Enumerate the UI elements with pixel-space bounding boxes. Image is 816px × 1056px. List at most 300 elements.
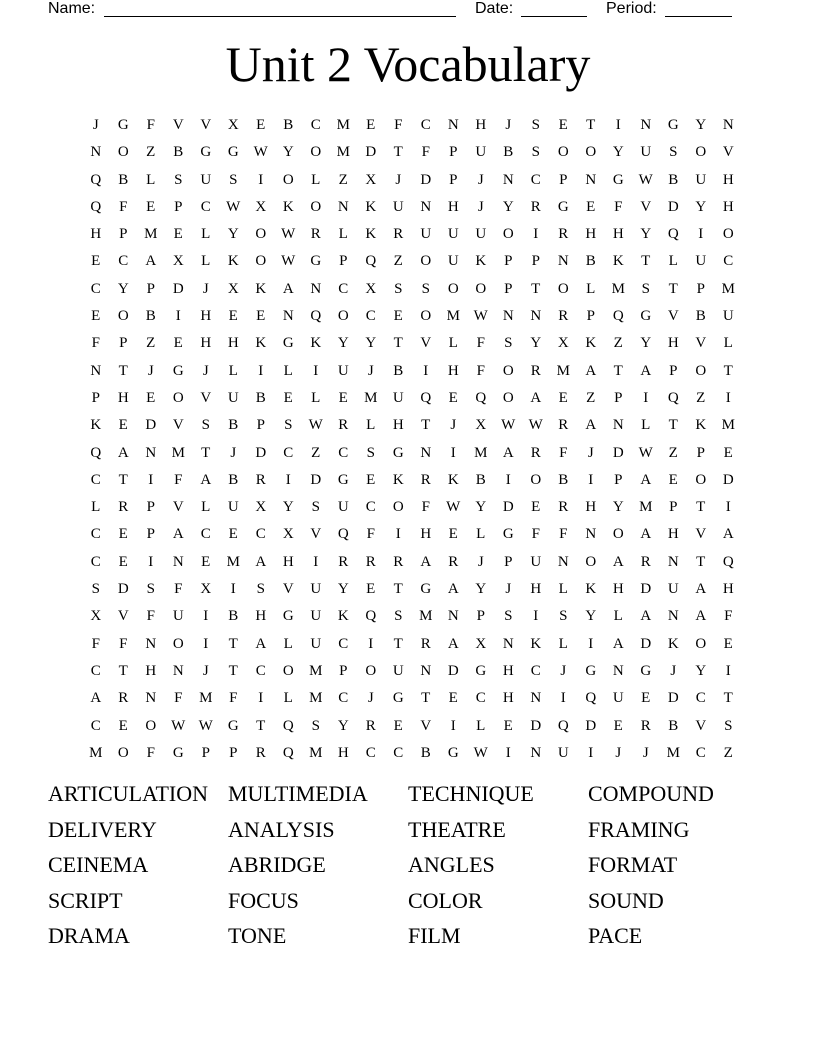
grid-letter[interactable]: U bbox=[310, 635, 322, 652]
grid-letter[interactable]: J bbox=[202, 362, 209, 379]
grid-letter[interactable]: H bbox=[200, 335, 212, 352]
grid-letter[interactable]: L bbox=[91, 499, 101, 516]
grid-letter[interactable]: Q bbox=[667, 226, 679, 243]
grid-letter[interactable]: W bbox=[528, 417, 543, 434]
grid-letter[interactable]: G bbox=[640, 308, 652, 325]
grid-letter[interactable]: M bbox=[419, 608, 433, 625]
grid-letter[interactable]: O bbox=[585, 144, 597, 161]
grid-letter[interactable]: R bbox=[558, 308, 569, 325]
grid-letter[interactable]: R bbox=[118, 690, 129, 707]
grid-letter[interactable]: R bbox=[530, 198, 541, 215]
grid-letter[interactable]: C bbox=[420, 117, 431, 133]
grid-letter[interactable]: V bbox=[420, 717, 432, 734]
grid-letter[interactable]: A bbox=[695, 608, 707, 625]
grid-letter[interactable]: B bbox=[475, 471, 486, 488]
grid-letter[interactable]: W bbox=[226, 198, 241, 215]
grid-letter[interactable]: F bbox=[146, 744, 155, 761]
grid-letter[interactable]: O bbox=[172, 389, 184, 406]
grid-letter[interactable]: O bbox=[612, 526, 624, 543]
grid-letter[interactable]: M bbox=[226, 553, 240, 570]
grid-letter[interactable]: L bbox=[283, 690, 293, 707]
grid-letter[interactable]: S bbox=[146, 581, 155, 598]
grid-letter[interactable]: R bbox=[118, 499, 129, 516]
grid-letter[interactable]: M bbox=[364, 389, 378, 406]
grid-letter[interactable]: R bbox=[338, 553, 349, 570]
grid-letter[interactable]: A bbox=[585, 417, 597, 434]
grid-letter[interactable]: X bbox=[255, 198, 267, 215]
grid-letter[interactable]: I bbox=[643, 389, 649, 406]
grid-letter[interactable]: N bbox=[337, 198, 349, 215]
grid-letter[interactable]: S bbox=[366, 444, 375, 461]
grid-letter[interactable]: C bbox=[338, 444, 349, 461]
grid-letter[interactable]: K bbox=[695, 417, 707, 434]
grid-letter[interactable]: P bbox=[91, 389, 100, 406]
grid-letter[interactable]: V bbox=[695, 717, 707, 734]
grid-letter[interactable]: E bbox=[723, 444, 733, 461]
grid-letter[interactable]: D bbox=[172, 280, 184, 297]
grid-letter[interactable]: Q bbox=[337, 526, 349, 543]
grid-letter[interactable]: H bbox=[722, 198, 734, 215]
grid-letter[interactable]: E bbox=[641, 690, 651, 707]
grid-letter[interactable]: T bbox=[393, 581, 403, 598]
grid-letter[interactable]: E bbox=[201, 553, 211, 570]
grid-letter[interactable]: G bbox=[475, 662, 487, 679]
grid-letter[interactable]: E bbox=[448, 690, 458, 707]
grid-letter[interactable]: H bbox=[420, 526, 432, 543]
grid-letter[interactable]: T bbox=[696, 553, 706, 570]
grid-letter[interactable]: C bbox=[118, 253, 129, 270]
grid-letter[interactable]: M bbox=[639, 499, 653, 516]
grid-letter[interactable]: C bbox=[255, 526, 266, 543]
grid-letter[interactable]: L bbox=[201, 253, 211, 270]
grid-letter[interactable]: S bbox=[311, 717, 320, 734]
grid-letter[interactable]: Y bbox=[365, 335, 377, 352]
grid-letter[interactable]: A bbox=[282, 280, 294, 297]
grid-letter[interactable]: T bbox=[118, 362, 128, 379]
grid-letter[interactable]: W bbox=[501, 417, 516, 434]
grid-letter[interactable]: V bbox=[172, 117, 184, 133]
grid-letter[interactable]: N bbox=[420, 662, 432, 679]
grid-letter[interactable]: Q bbox=[282, 744, 294, 761]
grid-letter[interactable]: V bbox=[172, 499, 184, 516]
grid-letter[interactable]: H bbox=[200, 308, 212, 325]
grid-letter[interactable]: M bbox=[336, 117, 350, 133]
grid-letter[interactable]: M bbox=[721, 417, 735, 434]
grid-letter[interactable]: N bbox=[420, 198, 432, 215]
grid-letter[interactable]: S bbox=[504, 335, 513, 352]
grid-letter[interactable]: N bbox=[530, 308, 542, 325]
grid-letter[interactable]: M bbox=[666, 744, 680, 761]
grid-letter[interactable]: Y bbox=[282, 144, 294, 161]
grid-letter[interactable]: L bbox=[476, 717, 486, 734]
grid-letter[interactable]: B bbox=[228, 608, 239, 625]
grid-letter[interactable]: N bbox=[585, 526, 597, 543]
grid-letter[interactable]: H bbox=[337, 744, 349, 761]
grid-letter[interactable]: U bbox=[667, 581, 679, 598]
grid-letter[interactable]: P bbox=[504, 253, 513, 270]
grid-letter[interactable]: Y bbox=[502, 198, 514, 215]
grid-letter[interactable]: D bbox=[502, 499, 514, 516]
grid-letter[interactable]: J bbox=[367, 362, 374, 379]
grid-letter[interactable]: P bbox=[614, 389, 623, 406]
grid-letter[interactable]: M bbox=[446, 308, 460, 325]
grid-letter[interactable]: U bbox=[337, 499, 349, 516]
grid-letter[interactable]: T bbox=[531, 280, 541, 297]
grid-letter[interactable]: O bbox=[557, 144, 569, 161]
grid-letter[interactable]: E bbox=[723, 635, 733, 652]
grid-letter[interactable]: F bbox=[91, 335, 100, 352]
grid-letter[interactable]: U bbox=[557, 744, 569, 761]
grid-letter[interactable]: E bbox=[448, 526, 458, 543]
grid-letter[interactable]: C bbox=[200, 526, 211, 543]
grid-letter[interactable]: O bbox=[255, 253, 267, 270]
grid-letter[interactable]: T bbox=[393, 144, 403, 161]
grid-letter[interactable]: H bbox=[447, 198, 459, 215]
grid-letter[interactable]: J bbox=[505, 117, 512, 133]
grid-letter[interactable]: L bbox=[448, 335, 458, 352]
grid-letter[interactable]: U bbox=[640, 144, 652, 161]
grid-letter[interactable]: L bbox=[668, 253, 678, 270]
grid-letter[interactable]: N bbox=[612, 417, 624, 434]
grid-letter[interactable]: H bbox=[255, 608, 267, 625]
grid-letter[interactable]: C bbox=[200, 198, 211, 215]
grid-letter[interactable]: O bbox=[585, 553, 597, 570]
grid-letter[interactable]: L bbox=[586, 280, 596, 297]
grid-letter[interactable]: C bbox=[365, 744, 376, 761]
grid-letter[interactable]: G bbox=[502, 526, 514, 543]
grid-letter[interactable]: V bbox=[420, 335, 432, 352]
grid-letter[interactable]: S bbox=[504, 608, 513, 625]
grid-letter[interactable]: U bbox=[447, 226, 459, 243]
grid-letter[interactable]: R bbox=[640, 553, 651, 570]
grid-letter[interactable]: H bbox=[90, 226, 102, 243]
grid-letter[interactable]: E bbox=[118, 717, 128, 734]
grid-letter[interactable]: I bbox=[725, 499, 731, 516]
grid-letter[interactable]: Q bbox=[585, 690, 597, 707]
grid-letter[interactable]: U bbox=[612, 690, 624, 707]
grid-letter[interactable]: J bbox=[202, 280, 209, 297]
grid-letter[interactable]: E bbox=[338, 389, 348, 406]
grid-letter[interactable]: F bbox=[614, 198, 623, 215]
grid-letter[interactable]: L bbox=[201, 226, 211, 243]
grid-letter[interactable]: G bbox=[282, 335, 294, 352]
grid-letter[interactable]: M bbox=[171, 444, 185, 461]
grid-letter[interactable]: E bbox=[256, 308, 266, 325]
grid-letter[interactable]: G bbox=[117, 117, 129, 133]
grid-letter[interactable]: I bbox=[588, 635, 594, 652]
grid-letter[interactable]: H bbox=[282, 553, 294, 570]
grid-letter[interactable]: I bbox=[450, 444, 456, 461]
grid-letter[interactable]: O bbox=[722, 226, 734, 243]
grid-letter[interactable]: O bbox=[282, 171, 294, 188]
grid-letter[interactable]: D bbox=[145, 417, 157, 434]
grid-letter[interactable]: Z bbox=[393, 253, 403, 270]
grid-letter[interactable]: I bbox=[423, 362, 429, 379]
grid-letter[interactable]: E bbox=[613, 717, 623, 734]
grid-letter[interactable]: V bbox=[722, 144, 734, 161]
grid-letter[interactable]: O bbox=[282, 662, 294, 679]
grid-letter[interactable]: L bbox=[311, 171, 321, 188]
grid-letter[interactable]: W bbox=[281, 226, 296, 243]
grid-letter[interactable]: D bbox=[420, 171, 432, 188]
grid-letter[interactable]: G bbox=[227, 144, 239, 161]
grid-letter[interactable]: G bbox=[420, 581, 432, 598]
grid-letter[interactable]: F bbox=[229, 690, 238, 707]
grid-letter[interactable]: E bbox=[256, 117, 266, 133]
grid-letter[interactable]: A bbox=[640, 362, 652, 379]
grid-letter[interactable]: D bbox=[530, 717, 542, 734]
grid-letter[interactable]: M bbox=[309, 662, 323, 679]
grid-letter[interactable]: E bbox=[366, 581, 376, 598]
grid-letter[interactable]: K bbox=[667, 635, 679, 652]
grid-letter[interactable]: O bbox=[420, 253, 432, 270]
grid-letter[interactable]: R bbox=[365, 553, 376, 570]
grid-letter[interactable]: J bbox=[395, 171, 402, 188]
grid-letter[interactable]: L bbox=[476, 526, 486, 543]
grid-letter[interactable]: C bbox=[255, 662, 266, 679]
grid-letter[interactable]: B bbox=[503, 144, 514, 161]
grid-letter[interactable]: I bbox=[450, 717, 456, 734]
grid-letter[interactable]: Y bbox=[337, 717, 349, 734]
grid-letter[interactable]: N bbox=[557, 553, 569, 570]
grid-letter[interactable]: S bbox=[421, 280, 430, 297]
grid-letter[interactable]: F bbox=[91, 635, 100, 652]
grid-letter[interactable]: N bbox=[172, 553, 184, 570]
grid-letter[interactable]: R bbox=[310, 226, 321, 243]
grid-letter[interactable]: Y bbox=[337, 581, 349, 598]
grid-letter[interactable]: O bbox=[530, 471, 542, 488]
grid-letter[interactable]: P bbox=[339, 253, 348, 270]
grid-letter[interactable]: O bbox=[117, 744, 129, 761]
grid-letter[interactable]: B bbox=[393, 362, 404, 379]
grid-letter[interactable]: N bbox=[722, 117, 734, 133]
grid-letter[interactable]: J bbox=[147, 362, 154, 379]
grid-letter[interactable]: A bbox=[722, 526, 734, 543]
grid-letter[interactable]: Q bbox=[557, 717, 569, 734]
grid-letter[interactable]: S bbox=[256, 581, 265, 598]
grid-letter[interactable]: D bbox=[365, 144, 377, 161]
grid-letter[interactable]: Y bbox=[695, 117, 707, 133]
grid-letter[interactable]: B bbox=[695, 308, 706, 325]
grid-letter[interactable]: B bbox=[420, 744, 431, 761]
grid-letter[interactable]: M bbox=[89, 744, 103, 761]
grid-letter[interactable]: R bbox=[530, 444, 541, 461]
grid-letter[interactable]: Q bbox=[722, 553, 734, 570]
grid-letter[interactable]: D bbox=[310, 471, 322, 488]
grid-letter[interactable]: C bbox=[90, 526, 101, 543]
grid-letter[interactable]: W bbox=[253, 144, 268, 161]
grid-letter[interactable]: P bbox=[504, 553, 513, 570]
grid-letter[interactable]: O bbox=[502, 226, 514, 243]
grid-letter[interactable]: H bbox=[530, 581, 542, 598]
grid-letter[interactable]: N bbox=[557, 253, 569, 270]
grid-letter[interactable]: D bbox=[640, 635, 652, 652]
grid-letter[interactable]: Z bbox=[613, 335, 623, 352]
grid-letter[interactable]: J bbox=[642, 744, 649, 761]
grid-letter[interactable]: B bbox=[173, 144, 184, 161]
grid-letter[interactable]: C bbox=[90, 280, 101, 297]
grid-letter[interactable]: E bbox=[118, 553, 128, 570]
grid-letter[interactable]: L bbox=[283, 635, 293, 652]
grid-letter[interactable]: N bbox=[145, 635, 157, 652]
grid-letter[interactable]: N bbox=[667, 608, 679, 625]
grid-letter[interactable]: R bbox=[558, 499, 569, 516]
grid-letter[interactable]: G bbox=[612, 171, 624, 188]
grid-letter[interactable]: L bbox=[283, 362, 293, 379]
grid-letter[interactable]: E bbox=[558, 389, 568, 406]
grid-letter[interactable]: I bbox=[203, 608, 209, 625]
grid-letter[interactable]: S bbox=[641, 280, 650, 297]
grid-letter[interactable]: H bbox=[585, 226, 597, 243]
grid-letter[interactable]: C bbox=[365, 308, 376, 325]
grid-letter[interactable]: U bbox=[392, 389, 404, 406]
grid-letter[interactable]: Q bbox=[365, 608, 377, 625]
grid-letter[interactable]: J bbox=[477, 198, 484, 215]
grid-letter[interactable]: Z bbox=[146, 335, 156, 352]
grid-letter[interactable]: A bbox=[90, 690, 102, 707]
grid-letter[interactable]: H bbox=[585, 499, 597, 516]
grid-letter[interactable]: V bbox=[282, 581, 294, 598]
grid-letter[interactable]: M bbox=[309, 744, 323, 761]
grid-letter[interactable]: O bbox=[117, 308, 129, 325]
grid-letter[interactable]: R bbox=[420, 635, 431, 652]
grid-letter[interactable]: Y bbox=[640, 335, 652, 352]
grid-letter[interactable]: H bbox=[227, 335, 239, 352]
grid-letter[interactable]: A bbox=[172, 526, 184, 543]
grid-letter[interactable]: U bbox=[695, 253, 707, 270]
grid-letter[interactable]: R bbox=[420, 471, 431, 488]
grid-letter[interactable]: E bbox=[668, 471, 678, 488]
grid-letter[interactable]: I bbox=[313, 553, 319, 570]
grid-letter[interactable]: S bbox=[284, 417, 293, 434]
grid-letter[interactable]: L bbox=[228, 362, 238, 379]
grid-letter[interactable]: F bbox=[421, 499, 430, 516]
grid-letter[interactable]: U bbox=[392, 198, 404, 215]
grid-letter[interactable]: F bbox=[119, 198, 128, 215]
grid-letter[interactable]: Y bbox=[695, 662, 707, 679]
grid-letter[interactable]: I bbox=[313, 362, 319, 379]
grid-letter[interactable]: I bbox=[368, 635, 374, 652]
grid-letter[interactable]: J bbox=[230, 444, 237, 461]
grid-letter[interactable]: E bbox=[228, 526, 238, 543]
grid-letter[interactable]: N bbox=[90, 144, 102, 161]
grid-letter[interactable]: C bbox=[338, 280, 349, 297]
grid-letter[interactable]: Q bbox=[90, 198, 102, 215]
grid-letter[interactable]: C bbox=[90, 662, 101, 679]
grid-letter[interactable]: B bbox=[228, 471, 239, 488]
grid-letter[interactable]: Y bbox=[227, 226, 239, 243]
grid-letter[interactable]: H bbox=[447, 362, 459, 379]
grid-letter[interactable]: U bbox=[530, 553, 542, 570]
grid-letter[interactable]: T bbox=[723, 690, 733, 707]
grid-letter[interactable]: Z bbox=[338, 171, 348, 188]
grid-letter[interactable]: O bbox=[695, 144, 707, 161]
grid-letter[interactable]: D bbox=[117, 581, 129, 598]
grid-letter[interactable]: Z bbox=[668, 444, 678, 461]
grid-letter[interactable]: K bbox=[365, 226, 377, 243]
grid-letter[interactable]: K bbox=[255, 335, 267, 352]
grid-letter[interactable]: A bbox=[447, 581, 459, 598]
grid-letter[interactable]: P bbox=[229, 744, 238, 761]
grid-letter[interactable]: J bbox=[92, 117, 99, 133]
grid-letter[interactable]: E bbox=[448, 389, 458, 406]
grid-letter[interactable]: I bbox=[588, 471, 594, 488]
grid-letter[interactable]: N bbox=[447, 117, 459, 133]
grid-letter[interactable]: O bbox=[475, 280, 487, 297]
grid-letter[interactable]: Y bbox=[612, 144, 624, 161]
grid-letter[interactable]: I bbox=[258, 171, 264, 188]
grid-letter[interactable]: Q bbox=[282, 717, 294, 734]
grid-letter[interactable]: X bbox=[282, 526, 294, 543]
grid-letter[interactable]: I bbox=[175, 308, 181, 325]
grid-letter[interactable]: C bbox=[283, 444, 294, 461]
grid-letter[interactable]: B bbox=[668, 717, 679, 734]
grid-letter[interactable]: K bbox=[255, 280, 267, 297]
grid-letter[interactable]: O bbox=[695, 471, 707, 488]
grid-letter[interactable]: J bbox=[615, 744, 622, 761]
grid-letter[interactable]: E bbox=[503, 717, 513, 734]
grid-letter[interactable]: A bbox=[640, 608, 652, 625]
grid-letter[interactable]: D bbox=[447, 662, 459, 679]
grid-letter[interactable]: F bbox=[366, 526, 375, 543]
grid-letter[interactable]: T bbox=[641, 253, 651, 270]
name-field[interactable] bbox=[104, 16, 456, 17]
grid-letter[interactable]: Y bbox=[282, 499, 294, 516]
grid-letter[interactable]: A bbox=[640, 526, 652, 543]
grid-letter[interactable]: P bbox=[146, 526, 155, 543]
grid-letter[interactable]: M bbox=[721, 280, 735, 297]
grid-letter[interactable]: M bbox=[199, 690, 213, 707]
grid-letter[interactable]: P bbox=[119, 335, 128, 352]
grid-letter[interactable]: E bbox=[146, 198, 156, 215]
grid-letter[interactable]: X bbox=[475, 417, 487, 434]
grid-letter[interactable]: C bbox=[530, 171, 541, 188]
grid-letter[interactable]: G bbox=[392, 690, 404, 707]
grid-letter[interactable]: Z bbox=[723, 744, 733, 761]
grid-letter[interactable]: M bbox=[336, 144, 350, 161]
grid-letter[interactable]: Q bbox=[475, 389, 487, 406]
grid-letter[interactable]: I bbox=[698, 226, 704, 243]
grid-letter[interactable]: A bbox=[255, 553, 267, 570]
grid-letter[interactable]: C bbox=[310, 117, 321, 133]
grid-letter[interactable]: A bbox=[612, 635, 624, 652]
grid-letter[interactable]: L bbox=[558, 581, 568, 598]
grid-letter[interactable]: K bbox=[612, 253, 624, 270]
grid-letter[interactable]: D bbox=[255, 444, 267, 461]
grid-letter[interactable]: E bbox=[146, 389, 156, 406]
grid-letter[interactable]: G bbox=[310, 253, 322, 270]
grid-letter[interactable]: S bbox=[531, 117, 540, 133]
grid-letter[interactable]: D bbox=[640, 581, 652, 598]
grid-letter[interactable]: X bbox=[475, 635, 487, 652]
grid-letter[interactable]: H bbox=[117, 389, 129, 406]
grid-letter[interactable]: I bbox=[148, 553, 154, 570]
grid-letter[interactable]: A bbox=[530, 389, 542, 406]
grid-letter[interactable]: G bbox=[667, 117, 679, 133]
grid-letter[interactable]: Q bbox=[365, 253, 377, 270]
grid-letter[interactable]: M bbox=[144, 226, 158, 243]
grid-letter[interactable]: K bbox=[365, 198, 377, 215]
grid-letter[interactable]: R bbox=[365, 717, 376, 734]
grid-letter[interactable]: G bbox=[227, 717, 239, 734]
grid-letter[interactable]: Q bbox=[90, 444, 102, 461]
grid-letter[interactable]: F bbox=[146, 608, 155, 625]
grid-letter[interactable]: H bbox=[392, 417, 404, 434]
grid-letter[interactable]: I bbox=[615, 117, 621, 133]
grid-letter[interactable]: U bbox=[172, 608, 184, 625]
grid-letter[interactable]: T bbox=[421, 417, 431, 434]
grid-letter[interactable]: U bbox=[337, 362, 349, 379]
